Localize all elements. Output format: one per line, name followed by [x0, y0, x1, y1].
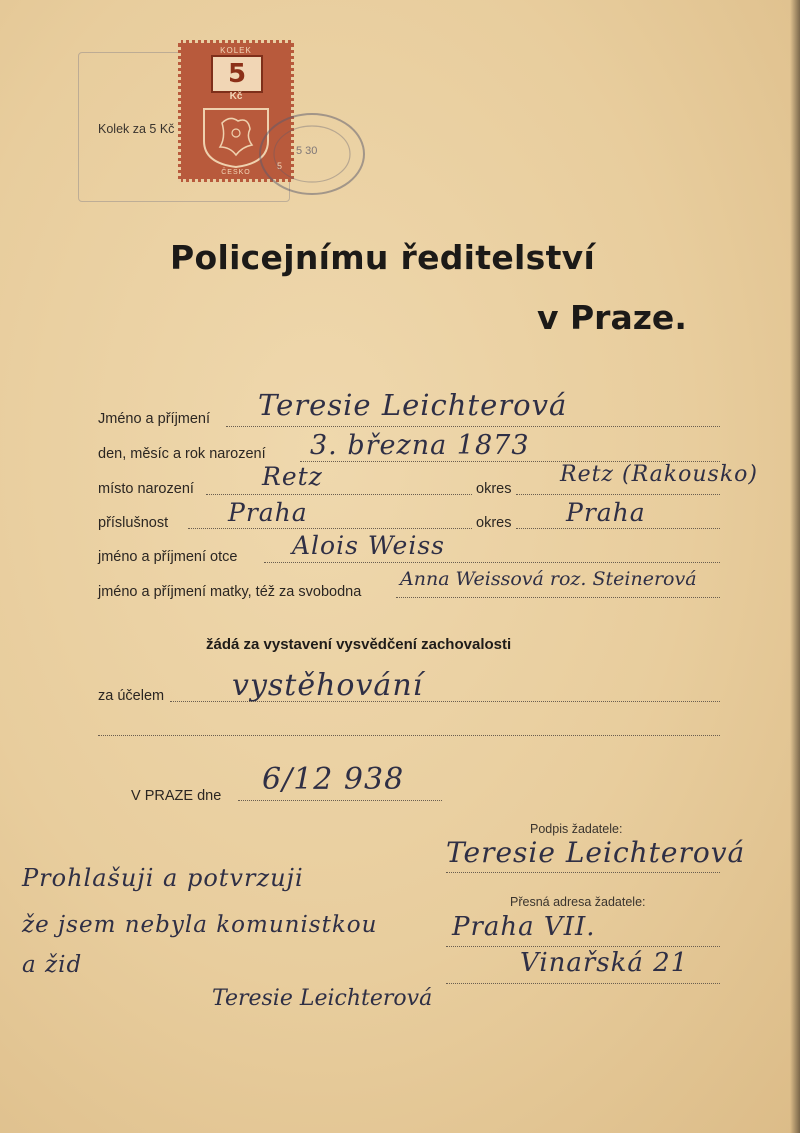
signature-line — [446, 872, 720, 873]
page-edge-shadow — [790, 0, 800, 1133]
date-label: V PRAZE dne — [131, 788, 222, 804]
name-label: Jméno a příjmení — [98, 411, 211, 427]
postmark-text: 5 30 — [296, 145, 318, 157]
father-value: Alois Weiss — [292, 531, 445, 560]
birthplace-label: místo narození — [98, 481, 194, 497]
birthplace-district-line — [516, 494, 720, 495]
heading-line1: Policejnímu ředitelství — [170, 238, 596, 277]
declaration-line3: a žid — [22, 952, 83, 978]
date-value: 6/12 938 — [262, 762, 405, 797]
birthplace-line — [206, 494, 472, 495]
signature-label: Podpis žadatele: — [530, 822, 623, 836]
declaration-line2: že jsem nebyla komunistkou — [22, 912, 378, 938]
dob-label: den, měsíc a rok narození — [98, 446, 266, 462]
stamp-corner-value: 5 — [277, 161, 283, 171]
date-line — [238, 800, 442, 801]
father-label: jméno a příjmení otce — [98, 549, 238, 565]
dob-value: 3. března 1873 — [310, 430, 530, 461]
domicile-district-line — [516, 528, 720, 529]
domicile-district-label: okres — [476, 515, 512, 531]
address-line1-value: Praha VII. — [452, 912, 596, 942]
father-line — [264, 562, 720, 563]
mother-line — [396, 597, 720, 598]
postmark-icon — [252, 108, 372, 208]
domicile-line — [188, 528, 472, 529]
declaration-line1: Prohlašuji a potvrzuji — [22, 864, 304, 892]
mother-value: Anna Weissová roz. Steinerová — [400, 568, 697, 590]
address-line-2 — [446, 983, 720, 984]
purpose-value: vystěhování — [232, 668, 424, 703]
name-line — [226, 426, 720, 427]
stamp-top-text: KOLEK — [220, 46, 252, 55]
domicile-value: Praha — [228, 498, 308, 527]
address-label: Přesná adresa žadatele: — [510, 895, 646, 909]
stamp-unit: Kč — [229, 91, 243, 102]
mother-label: jméno a příjmení matky, též za svobodna — [98, 584, 362, 600]
purpose-line-2 — [98, 735, 720, 736]
domicile-district-value: Praha — [566, 498, 646, 527]
birthplace-district-value: Retz (Rakousko) — [560, 462, 758, 487]
declaration-signature: Teresie Leichterová — [212, 986, 433, 1011]
purpose-label: za účelem — [98, 688, 165, 704]
address-line-1 — [446, 946, 720, 947]
stamp-value: 5 — [227, 59, 247, 89]
name-value: Teresie Leichterová — [258, 388, 568, 422]
birthplace-district-label: okres — [476, 481, 512, 497]
signature-value: Teresie Leichterová — [446, 836, 746, 869]
heading-line2: v Praze. — [537, 298, 687, 337]
address-line2-value: Vinařská 21 — [520, 948, 689, 978]
request-text: žádá za vystavení vysvědčení zachovalosti — [206, 636, 512, 653]
stamp-label: Kolek za 5 Kč — [98, 122, 175, 136]
stamp-bottom-text: ČESKO — [221, 169, 251, 176]
domicile-label: příslušnost — [98, 515, 169, 531]
birthplace-value: Retz — [262, 462, 323, 491]
stamp-value-box — [211, 55, 263, 93]
